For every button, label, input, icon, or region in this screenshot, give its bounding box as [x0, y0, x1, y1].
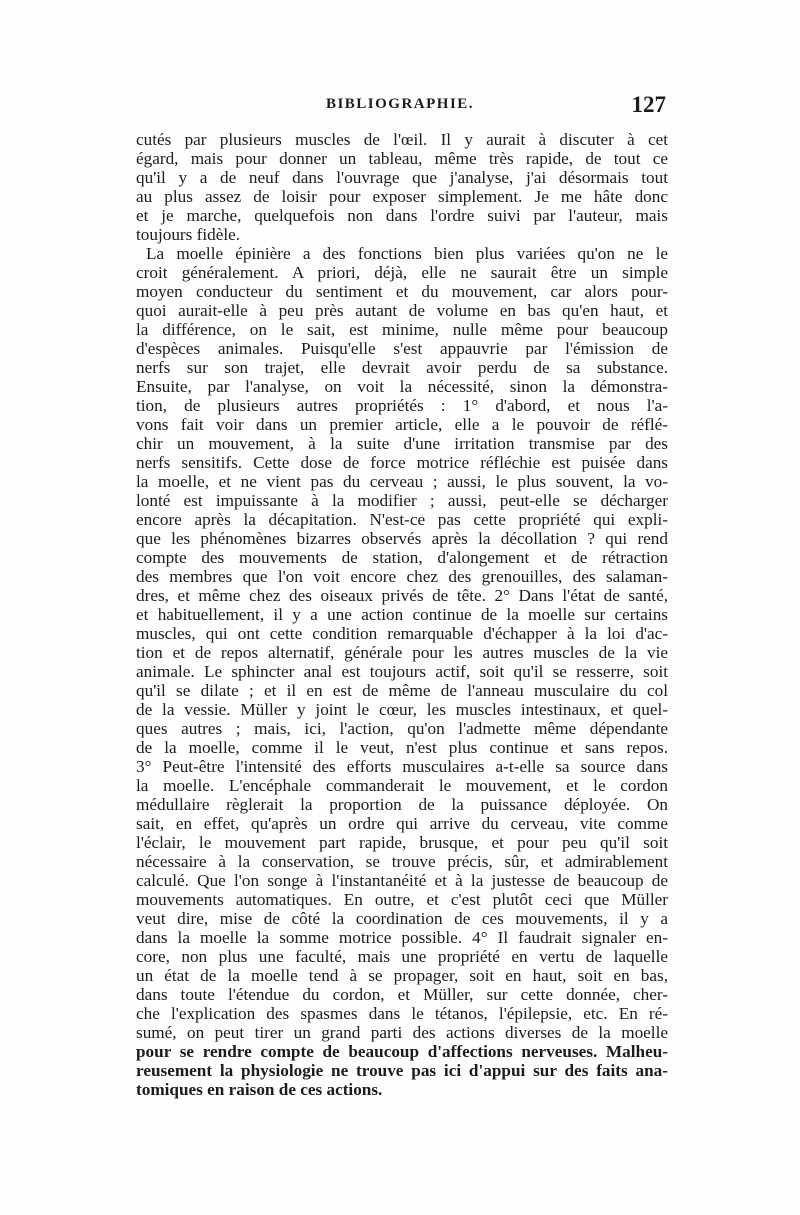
text-line: tion, de plusieurs autres propriétés : 1° d'abord, et nous l'a- — [136, 396, 668, 415]
text-line: égard, mais pour donner un tableau, même très rapide, de tout ce — [136, 149, 668, 168]
text-line: qu'il y a de neuf dans l'ouvrage que j'analyse, j'ai désormais tout — [136, 168, 668, 187]
text-line: dans la moelle la somme motrice possible. 4° Il faudrait signaler en- — [136, 928, 668, 947]
text-line: mouvements automatiques. En outre, et c'est plutôt ceci que Müller — [136, 890, 668, 909]
text-line: nécessaire à la conservation, se trouve précis, sûr, et admirablement — [136, 852, 668, 871]
text-line: veut dire, mise de côté la coordination de ces mouvements, il y a — [136, 909, 668, 928]
text-line: de la moelle, comme il le veut, n'est plus continue et sans repos. — [136, 738, 668, 757]
text-line: l'éclair, le mouvement part rapide, brusque, et pour peu qu'il soit — [136, 833, 668, 852]
running-title: BIBLIOGRAPHIE. — [325, 96, 475, 112]
text-line: Ensuite, par l'analyse, on voit la nécessité, sinon la démonstra- — [136, 377, 668, 396]
text-line: lonté est impuissante à la modifier ; aussi, peut-elle se décharger — [136, 491, 668, 510]
text-line: d'espèces animales. Puisqu'elle s'est appauvrie par l'émission de — [136, 339, 668, 358]
text-line: che l'explication des spasmes dans le tétanos, l'épilepsie, etc. En ré- — [136, 1004, 668, 1023]
text-line: reusement la physiologie ne trouve pas ici d'appui sur des faits ana- — [136, 1061, 668, 1080]
text-line: la différence, on le sait, est minime, nulle même pour beaucoup — [136, 320, 668, 339]
text-line: pour se rendre compte de beaucoup d'affections nerveuses. Malheu- — [136, 1042, 668, 1061]
text-line: toujours fidèle. — [136, 225, 241, 244]
body-text — [136, 130, 668, 1099]
text-line: muscles, qui ont cette condition remarquable d'échapper à la loi d'ac- — [136, 624, 668, 643]
text-line: au plus assez de loisir pour exposer simplement. Je me hâte donc — [136, 187, 668, 206]
text-line: et je marche, quelquefois non dans l'ordre suivi par l'auteur, mais — [136, 206, 668, 225]
text-line: vons fait voir dans un premier article, elle a le pouvoir de réflé- — [136, 415, 668, 434]
text-line: La moelle épinière a des fonctions bien plus variées qu'on ne le — [146, 244, 668, 263]
text-line: nerfs sensitifs. Cette dose de force motrice réfléchie est puisée dans — [136, 453, 668, 472]
text-line: dans toute l'étendue du cordon, et Müller, sur cette donnée, cher- — [136, 985, 668, 1004]
text-line: que les phénomènes bizarres observés après la décollation ? qui rend — [136, 529, 668, 548]
text-line: compte des mouvements de station, d'alongement et de rétraction — [136, 548, 668, 567]
text-line: calculé. Que l'on songe à l'instantanéité et à la justesse de beaucoup de — [136, 871, 668, 890]
text-line: la moelle. L'encéphale commanderait le mouvement, et le cordon — [136, 776, 668, 795]
text-line: de la vessie. Müller y joint le cœur, les muscles intestinaux, et quel- — [136, 700, 668, 719]
text-line: qu'il se dilate ; et il en est de même de l'anneau musculaire du col — [136, 681, 668, 700]
running-head — [0, 92, 800, 122]
text-line: et habituellement, il y a une action continue de la moelle sur certains — [136, 605, 668, 624]
text-line: moyen conducteur du sentiment et du mouvement, car alors pour- — [136, 282, 668, 301]
text-line: nerfs sur son trajet, elle devrait avoir perdu de sa substance. — [136, 358, 668, 377]
text-line: croit généralement. A priori, déjà, elle ne saurait être un simple — [136, 263, 668, 282]
text-line: tomiques en raison de ces actions. — [136, 1080, 383, 1099]
text-line: chir un mouvement, à la suite d'une irritation transmise par des — [136, 434, 668, 453]
text-line: ques autres ; mais, ici, l'action, qu'on l'admette même dépendante — [136, 719, 668, 738]
text-line: encore après la décapitation. N'est-ce pas cette propriété qui expli- — [136, 510, 668, 529]
text-line: médullaire règlerait la proportion de la puissance déployée. On — [136, 795, 668, 814]
text-line: tion et de repos alternatif, générale pour les autres muscles de la vie — [136, 643, 668, 662]
text-line: core, non plus une faculté, mais une propriété en vertu de laquelle — [136, 947, 668, 966]
text-line: 3° Peut-être l'intensité des efforts musculaires a-t-elle sa source dans — [136, 757, 668, 776]
text-line: sait, en effet, qu'après un ordre qui arrive du cerveau, vite comme — [136, 814, 668, 833]
text-line: quoi aurait-elle à peu près autant de volume en bas qu'en haut, et — [136, 301, 668, 320]
text-line: la moelle, et ne vient pas du cerveau ; aussi, le plus souvent, la vo- — [136, 472, 668, 491]
text-line: animale. Le sphincter anal est toujours actif, soit qu'il se resserre, soit — [136, 662, 668, 681]
text-line: cutés par plusieurs muscles de l'œil. Il y aurait à discuter à cet — [136, 130, 668, 149]
text-line: des membres que l'on voit encore chez des grenouilles, des salaman- — [136, 567, 668, 586]
text-line: dres, et même chez des oiseaux privés de tête. 2° Dans l'état de santé, — [136, 586, 668, 605]
text-line: sumé, on peut tirer un grand parti des actions diverses de la moelle — [136, 1023, 668, 1042]
text-line: un état de la moelle tend à se propager, soit en haut, soit en bas, — [136, 966, 668, 985]
page-number: 127 — [631, 92, 666, 117]
